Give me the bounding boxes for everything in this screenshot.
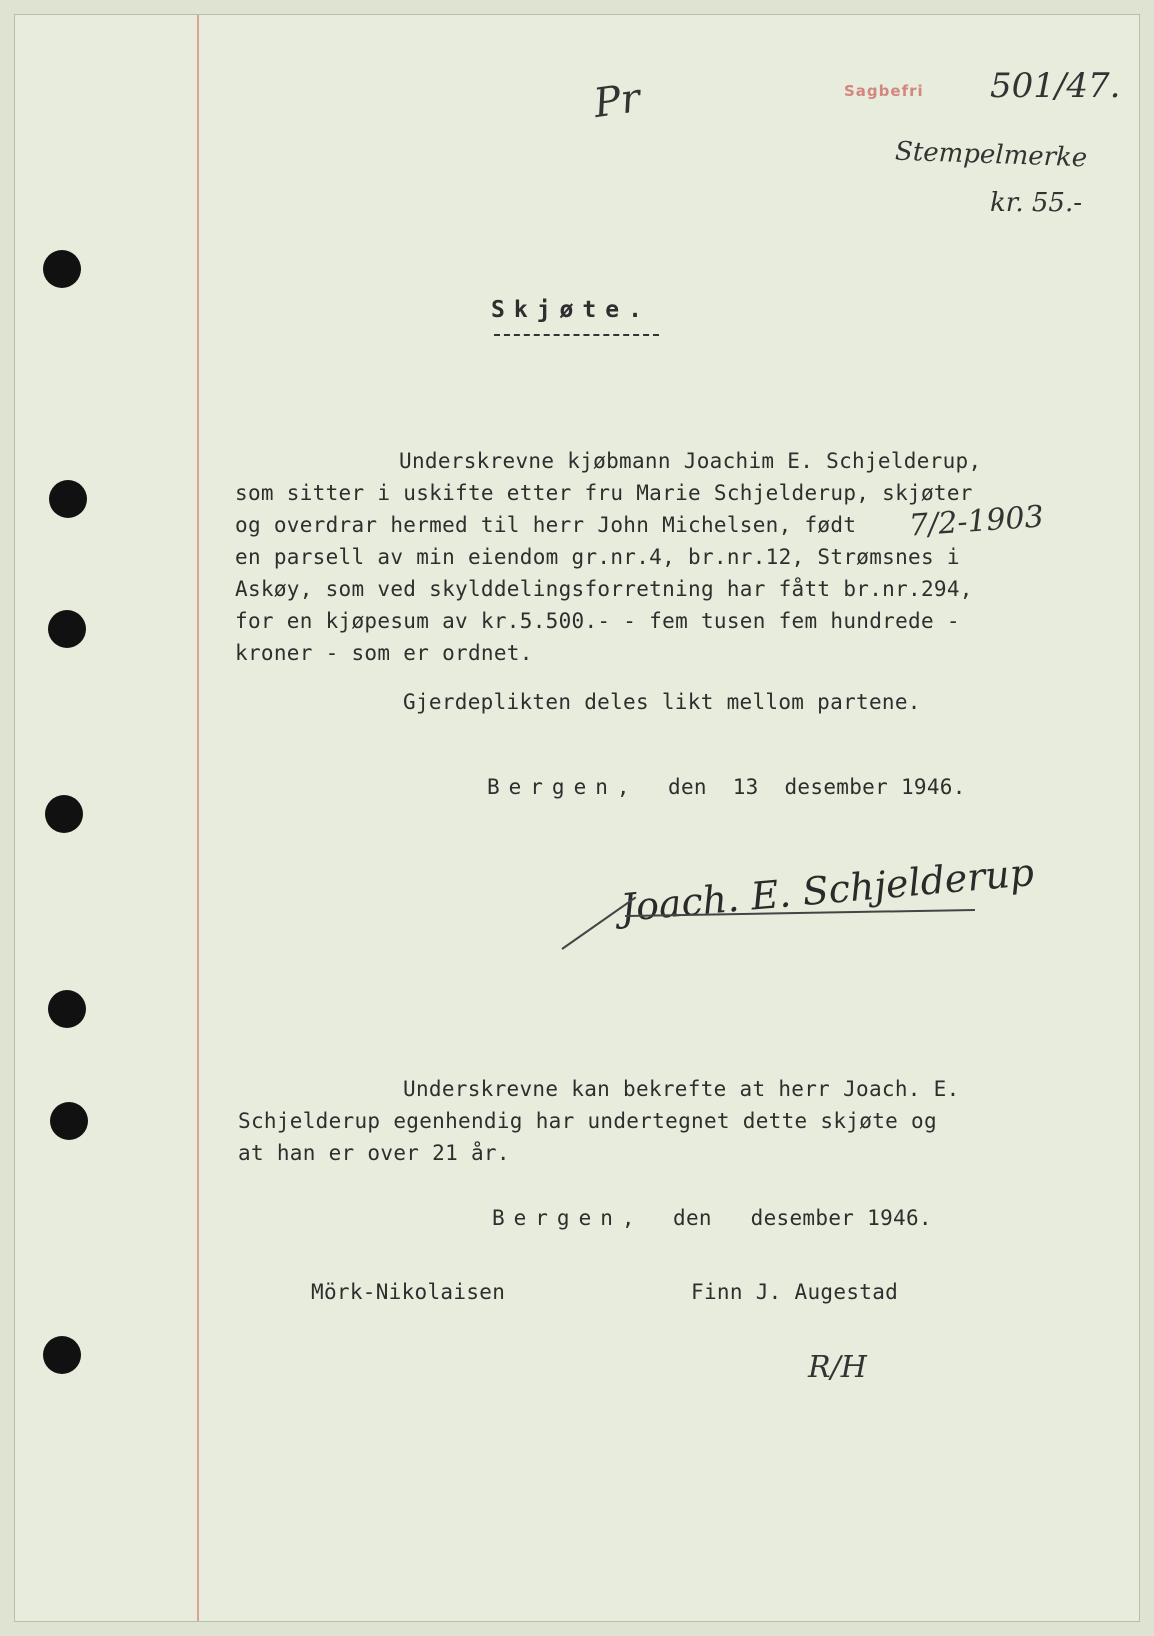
witness-place: Bergen, bbox=[492, 1206, 644, 1230]
deed-line: kroner - som er ordnet. bbox=[235, 641, 533, 665]
punch-hole bbox=[50, 1102, 88, 1140]
footer-initials: R/H bbox=[808, 1350, 867, 1385]
punch-hole bbox=[43, 1336, 81, 1374]
stamp-note: Stempelmerke bbox=[894, 136, 1088, 174]
deed-line: Askøy, som ved skylddelingsforretning har fått br.nr.294, bbox=[235, 577, 973, 601]
title-underline bbox=[494, 334, 659, 336]
witness-name-2: Finn J. Augestad bbox=[691, 1280, 899, 1304]
punch-hole bbox=[48, 990, 86, 1028]
handwritten-initials: Pr bbox=[591, 75, 644, 127]
punch-hole bbox=[48, 610, 86, 648]
witness-line: at han er over 21 år. bbox=[238, 1141, 510, 1165]
witness-line: Schjelderup egenhendig har undertegnet dette skjøte og bbox=[238, 1109, 937, 1133]
witness-line: Underskrevne kan bekrefte at herr Joach. E. bbox=[403, 1077, 960, 1101]
witness-date: den desember 1946. bbox=[673, 1206, 932, 1230]
punch-hole bbox=[45, 795, 83, 833]
registration-number: 501/47. bbox=[990, 66, 1121, 106]
deed-line: Underskrevne kjøbmann Joachim E. Schjelderup, bbox=[399, 449, 982, 473]
punch-hole bbox=[49, 480, 87, 518]
punch-hole bbox=[43, 250, 81, 288]
birth-date: 7/2-1903 bbox=[907, 499, 1045, 544]
signature: Joach. E. Schjelderup bbox=[618, 850, 1036, 930]
stamp-amount: kr. 55.- bbox=[990, 188, 1082, 218]
deed-line: som sitter i uskifte etter fru Marie Schjelderup, skjøter bbox=[235, 481, 973, 505]
deed-date: den 13 desember 1946. bbox=[668, 775, 966, 799]
deed-line: for en kjøpesum av kr.5.500.- - fem tusen fem hundrede - bbox=[235, 609, 960, 633]
deed-place: Bergen, bbox=[487, 775, 639, 799]
document-title: Skjøte. bbox=[491, 297, 651, 323]
fence-clause: Gjerdeplikten deles likt mellom partene. bbox=[403, 690, 921, 714]
deed-line: en parsell av min eiendom gr.nr.4, br.nr.12, Strømsnes i bbox=[235, 545, 960, 569]
deed-line: og overdrar hermed til herr John Michelsen, født bbox=[235, 513, 857, 537]
red-margin-line bbox=[197, 15, 199, 1621]
red-stamp: Sagbefri bbox=[844, 82, 924, 100]
witness-name-1: Mörk-Nikolaisen bbox=[311, 1280, 506, 1304]
